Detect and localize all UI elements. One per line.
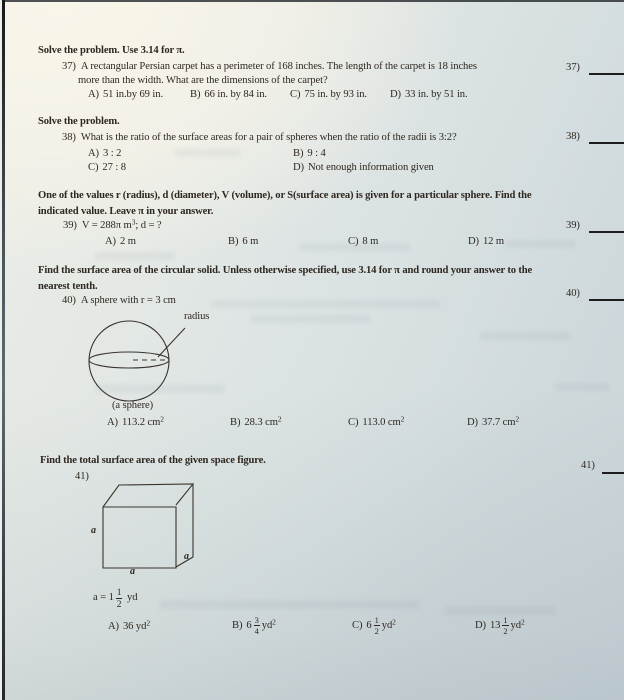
option-whole: 6 [366, 619, 372, 631]
option-exponent: 2 [400, 414, 405, 424]
question-39-text [81, 217, 162, 231]
option-39-a [105, 236, 136, 247]
question-37-text: A rectangular Persian carpet has a perimeter of 168 inches. The length of the carpet is 18 inches [80, 61, 477, 72]
option-text: 66 in. by 84 in. [204, 89, 267, 100]
question-40-line1 [62, 295, 176, 306]
option-text: 75 in. by 93 in. [304, 89, 367, 100]
option-label: B) [230, 417, 241, 428]
fraction-denominator: 4 [254, 625, 259, 636]
fraction-numerator: 1 [503, 615, 508, 625]
option-label: A) [107, 417, 118, 428]
option-unit: yd [261, 619, 273, 631]
option-exponent: 2 [277, 414, 282, 424]
fraction-numerator: 3 [254, 615, 259, 625]
option-38-a [88, 148, 121, 159]
bleed-through-artifact [175, 149, 240, 157]
section-heading-5: Find the total surface area of the given space figure. [40, 455, 266, 466]
option-text: 33 in. by 51 in. [404, 89, 468, 100]
answer-blank-39 [589, 231, 624, 233]
option-exponent: 2 [160, 414, 164, 424]
option-label: D) [468, 236, 479, 247]
option-unit: yd [510, 619, 521, 631]
section-heading-4-line2: nearest tenth. [38, 281, 98, 292]
fraction-denominator: 2 [374, 625, 379, 636]
option-37-d [390, 89, 468, 100]
option-fraction [374, 616, 380, 636]
option-41-c [352, 616, 396, 636]
option-exponent: 2 [520, 617, 525, 627]
option-label: A) [108, 621, 119, 632]
answer-blank-38 [589, 142, 624, 144]
bleed-through-artifact [250, 315, 370, 323]
option-label: D) [467, 417, 478, 428]
option-text: 113.0 cm [362, 417, 401, 428]
option-label: A) [88, 148, 99, 159]
option-label: B) [293, 148, 304, 159]
answer-blank-40 [589, 299, 624, 301]
cube-edge-label-left: a [91, 525, 96, 536]
option-37-a [88, 89, 163, 100]
option-unit: yd [381, 619, 393, 631]
bleed-through-artifact [210, 300, 440, 308]
option-fraction [502, 616, 508, 636]
option-exponent: 2 [515, 414, 520, 424]
option-text: 6 m [242, 236, 259, 247]
option-label: A) [105, 236, 116, 247]
option-exponent: 2 [392, 617, 396, 627]
option-text: Not enough information given [307, 162, 434, 173]
bleed-through-artifact [445, 606, 555, 615]
answer-label-41: 41) [581, 460, 595, 471]
option-exponent: 2 [272, 617, 276, 627]
option-label: C) [352, 619, 363, 631]
dimension-prefix: a = 1 [93, 591, 114, 603]
option-41-a [108, 618, 150, 632]
option-text: 36 yd [122, 621, 147, 632]
option-text: 9 : 4 [307, 148, 326, 159]
option-38-c [88, 162, 126, 173]
question-38-line1 [62, 132, 457, 143]
option-40-c [348, 414, 405, 428]
question-38-number: 38) [62, 132, 76, 143]
option-text: 28.3 cm [244, 417, 278, 428]
q39-exponent: 3 [131, 217, 136, 227]
answer-label-39: 39) [566, 220, 580, 231]
option-37-c [290, 89, 367, 100]
fraction-numerator: 1 [374, 615, 379, 625]
option-text: 113.2 cm [121, 417, 161, 428]
question-40-number: 40) [62, 295, 76, 306]
option-41-d [475, 616, 525, 636]
option-40-b [230, 414, 282, 428]
sphere-caption: (a sphere) [112, 400, 154, 411]
option-whole: 13 [489, 619, 501, 631]
answer-label-37: 37) [566, 62, 580, 73]
option-label: D) [293, 162, 304, 173]
fraction-denominator: 2 [116, 599, 122, 610]
question-38-text: What is the ratio of the surface areas for a pair of spheres when the ratio of the radii is 3:2? [80, 132, 457, 143]
option-label: C) [88, 162, 99, 173]
sphere-figure [85, 312, 225, 408]
section-heading-3-line2: indicated value. Leave π in your answer. [38, 206, 214, 217]
q39-question: ; d = ? [135, 220, 162, 231]
option-40-a [107, 414, 164, 428]
option-39-d [468, 236, 504, 247]
option-label: C) [348, 417, 359, 428]
option-text: 51 in.by 69 in. [102, 89, 163, 100]
option-label: C) [348, 236, 359, 247]
section-heading-2: Solve the problem. [38, 116, 120, 127]
option-text: 12 m [482, 236, 505, 247]
option-label: B) [232, 619, 243, 631]
scan-top-edge [0, 0, 624, 2]
option-37-b [190, 89, 267, 100]
answer-blank-37 [589, 73, 624, 75]
option-text: 27 : 8 [102, 162, 126, 173]
option-label: C) [290, 89, 301, 100]
option-40-d [467, 414, 520, 428]
bleed-through-artifact [505, 240, 575, 248]
bleed-through-artifact [480, 332, 570, 340]
option-38-d [293, 162, 434, 173]
option-text: 37.7 cm [481, 417, 516, 428]
scan-left-edge [2, 0, 5, 700]
cube-dimension [93, 588, 137, 610]
option-fraction [254, 616, 260, 636]
section-heading-3-line1: One of the values r (radius), d (diameter), V (volume), or S(surface area) is given for a particular sphere. Find the [38, 190, 532, 201]
section-heading-1: Solve the problem. Use 3.14 for π. [38, 45, 185, 56]
bleed-through-artifact [95, 252, 175, 260]
option-38-b [293, 148, 326, 159]
option-label: D) [390, 89, 401, 100]
cube-edge-label-right: a [184, 551, 189, 562]
option-39-c [348, 236, 378, 247]
answer-blank-41 [602, 472, 624, 474]
question-39-number: 39) [63, 220, 77, 231]
question-37-line1 [62, 61, 477, 72]
dimension-unit: yd [127, 591, 138, 603]
cube-edge-label-bottom: a [130, 566, 135, 577]
option-41-b [232, 616, 276, 636]
option-label: B) [190, 89, 201, 100]
question-37-line2: more than the width. What are the dimensions of the carpet? [78, 75, 328, 86]
option-text: 8 m [362, 236, 379, 247]
question-39-line1 [63, 217, 162, 231]
q39-formula: V = 288π m [81, 220, 132, 231]
option-exponent: 2 [146, 618, 150, 628]
radius-label: radius [184, 311, 210, 322]
bleed-through-artifact [160, 600, 420, 609]
option-label: A) [88, 89, 99, 100]
question-37-number: 37) [62, 61, 76, 72]
question-40-text: A sphere with r = 3 cm [80, 295, 176, 306]
section-heading-4-line1: Find the surface area of the circular solid. Unless otherwise specified, use 3.14 for π and round your answer to the [38, 265, 533, 276]
answer-label-40: 40) [566, 288, 580, 299]
option-text: 3 : 2 [102, 148, 122, 159]
option-label: B) [228, 236, 239, 247]
fraction-numerator: 1 [116, 588, 122, 598]
option-label: D) [475, 619, 486, 631]
bleed-through-artifact [555, 383, 610, 391]
option-text: 2 m [119, 236, 136, 247]
fraction-denominator: 2 [503, 625, 508, 636]
dimension-fraction [116, 588, 123, 610]
option-39-b [228, 236, 258, 247]
option-whole: 6 [246, 619, 252, 631]
question-41-number: 41) [75, 471, 89, 482]
answer-label-38: 38) [566, 131, 580, 142]
